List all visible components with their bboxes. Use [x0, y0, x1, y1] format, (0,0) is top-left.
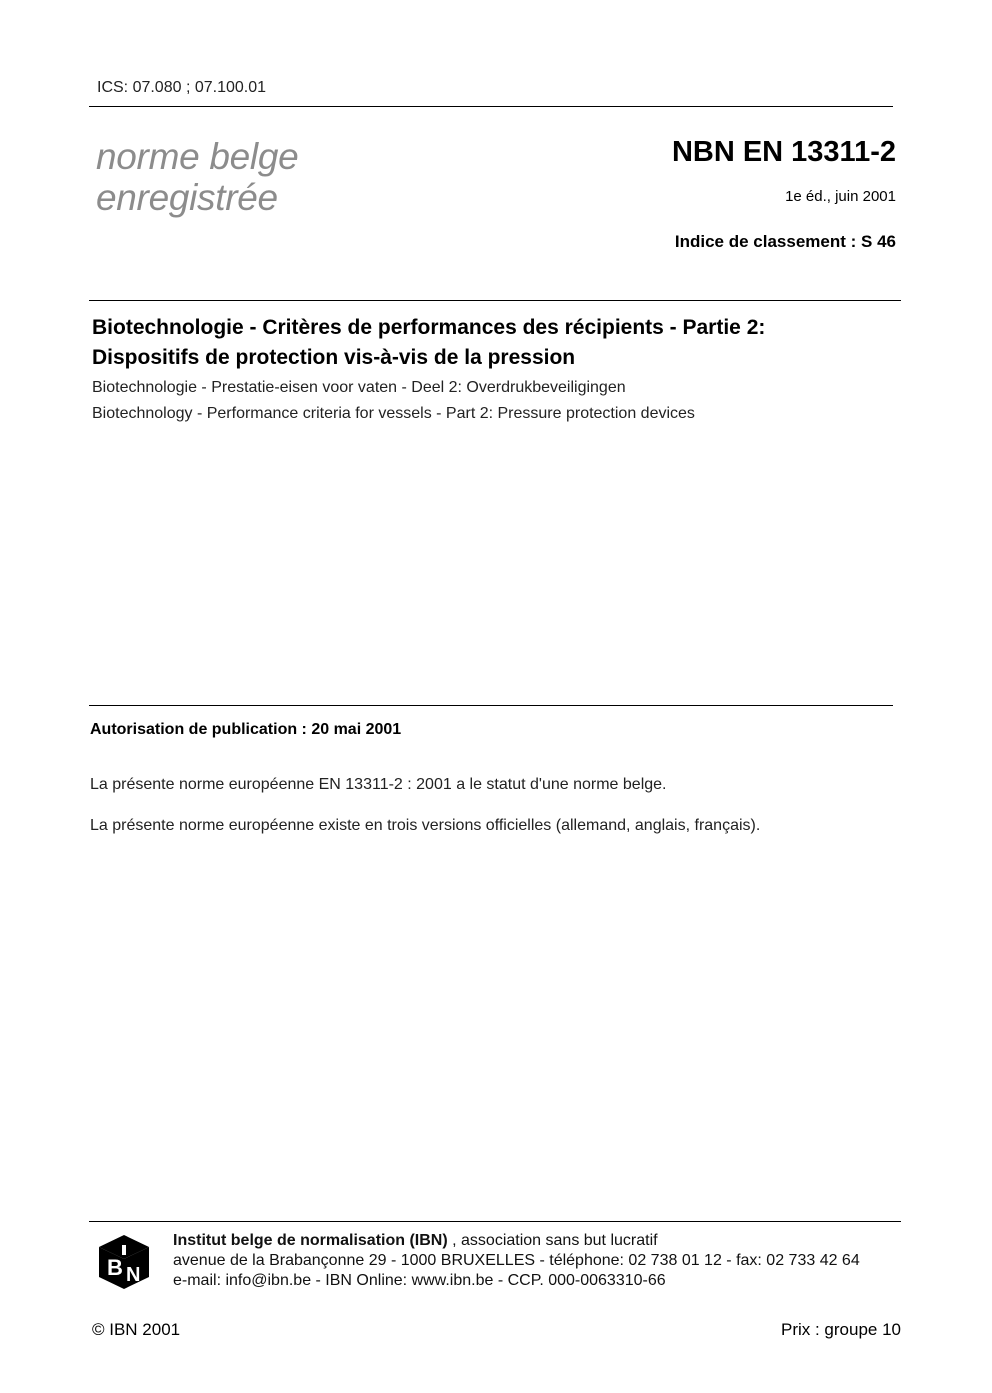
versions-paragraph: La présente norme européenne existe en trois versions officielles (allemand, anglais, français). [90, 817, 761, 834]
ics-code: ICS: 07.080 ; 07.100.01 [97, 79, 267, 96]
footer-divider [89, 1221, 901, 1222]
price-group: Prix : groupe 10 [780, 1320, 901, 1339]
ibn-logo-icon [96, 1233, 152, 1291]
title-divider [89, 300, 901, 301]
standard-number: NBN EN 13311-2 [671, 136, 896, 168]
publication-authorization: Autorisation de publication : 20 mai 2001 [90, 721, 402, 738]
status-paragraph: La présente norme européenne EN 13311-2 : 2001 a le statut d'une norme belge. [90, 776, 667, 793]
brand-line-2: enregistrée [96, 177, 278, 218]
publication-divider [89, 705, 893, 706]
edition-date: 1e éd., juin 2001 [785, 188, 896, 205]
institute-suffix: , association sans but lucratif [447, 1232, 658, 1249]
classification-index: Indice de classement : S 46 [674, 232, 896, 251]
copyright: © IBN 2001 [92, 1320, 181, 1339]
institute-address: avenue de la Brabançonne 29 - 1000 BRUXELLES - téléphone: 02 738 01 12 - fax: 02 733 42 64 [173, 1252, 860, 1269]
institute-info [173, 1231, 860, 1291]
institute-heading [173, 1231, 860, 1251]
brand-title [96, 136, 298, 218]
title-dutch: Biotechnologie - Prestatie-eisen voor vaten - Deel 2: Overdrukbeveiligingen [92, 379, 626, 396]
title-french [92, 313, 765, 373]
svg-text:N: N [126, 1264, 141, 1286]
svg-text:B: B [107, 1255, 123, 1280]
title-french-line-1: Biotechnologie - Critères de performances des récipients - Partie 2: [92, 316, 766, 339]
title-french-line-2: Dispositifs de protection vis-à-vis de la pression [92, 346, 576, 369]
title-english: Biotechnology - Performance criteria for vessels - Part 2: Pressure protection devices [92, 405, 695, 422]
brand-line-1: norme belge [96, 136, 299, 177]
institute-name: Institut belge de normalisation (IBN) [173, 1232, 448, 1249]
header-divider [89, 106, 893, 107]
institute-contact: e-mail: info@ibn.be - IBN Online: www.ibn.be - CCP. 000-0063310-66 [173, 1272, 666, 1289]
